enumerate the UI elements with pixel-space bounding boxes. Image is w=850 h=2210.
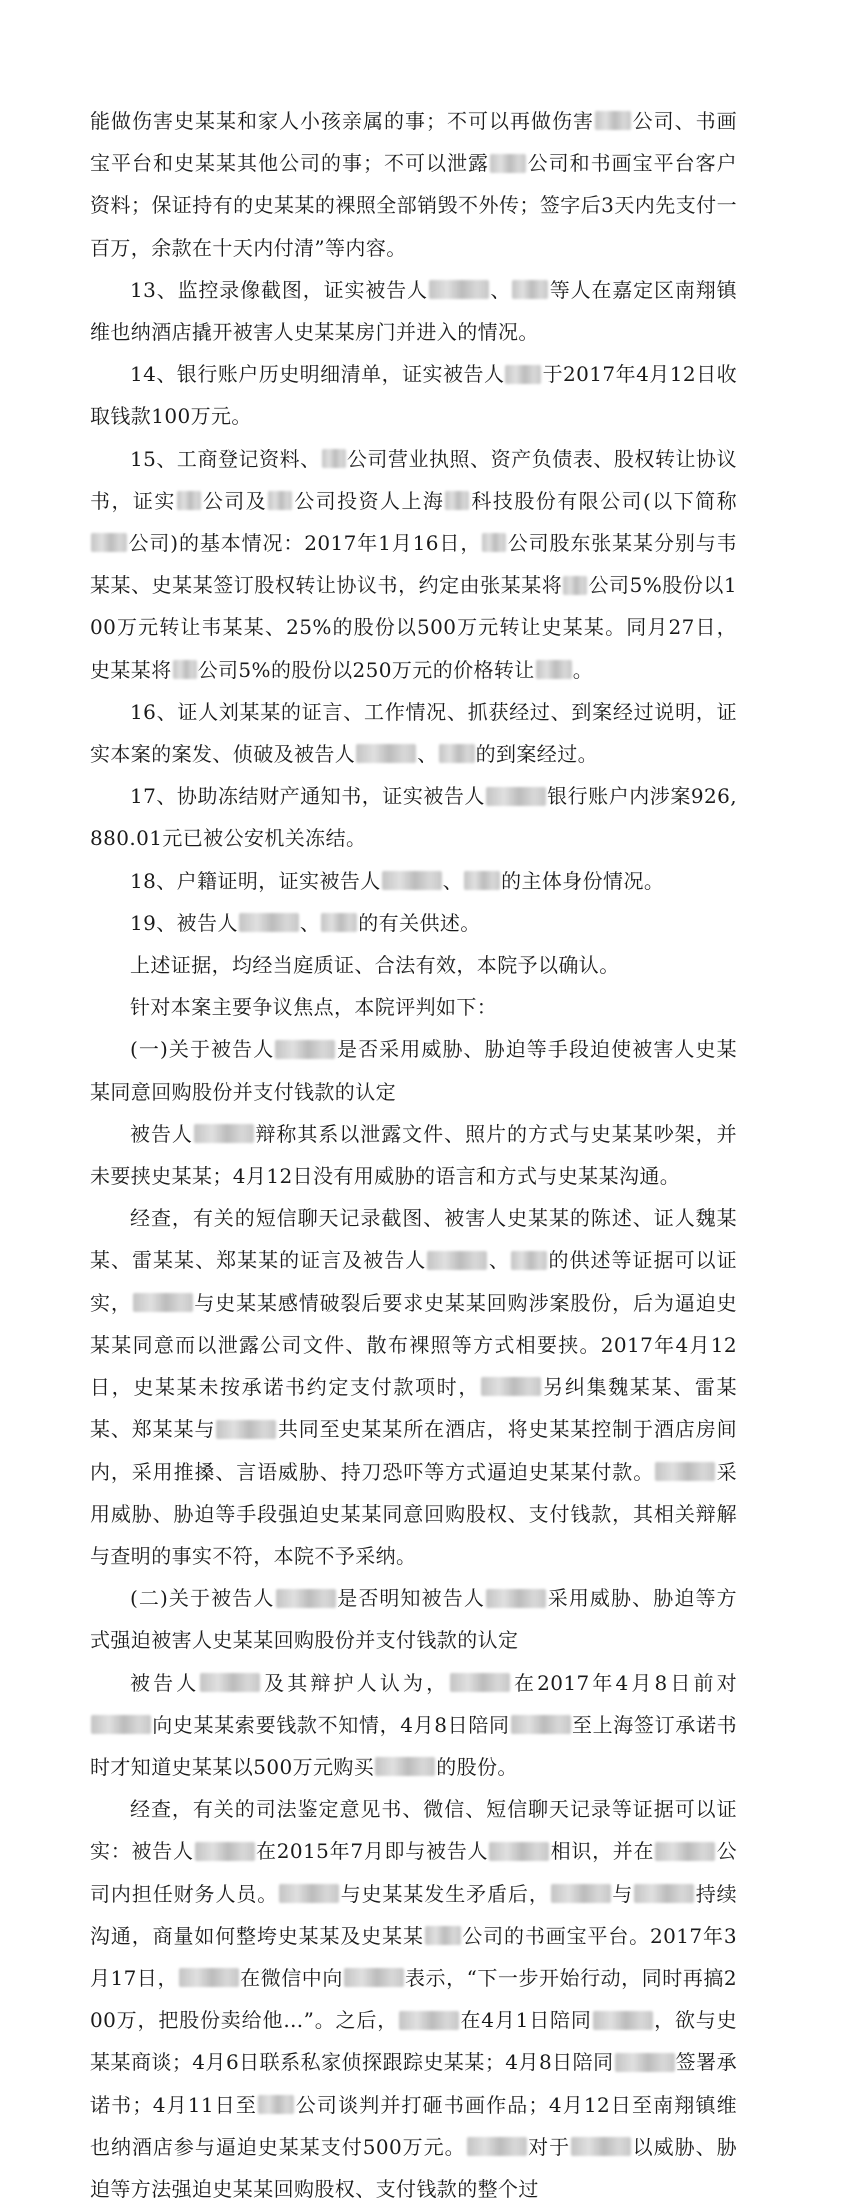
redacted-name	[173, 660, 197, 679]
redacted-name	[399, 2011, 459, 2030]
redacted-name	[490, 154, 526, 173]
redacted-name	[91, 533, 127, 552]
document-body	[90, 100, 737, 2210]
text-segment: 公司、书画宝平台和史某某其他公司的事；不可以泄露	[90, 109, 737, 176]
text-segment: (一)关于被告人	[130, 1037, 275, 1062]
text-segment: 的主体身份情况。	[501, 868, 665, 893]
redacted-name	[445, 491, 469, 510]
paragraph-p13	[90, 269, 737, 353]
paragraph-p_h1a	[90, 1113, 737, 1197]
redacted-name	[563, 576, 587, 595]
redacted-name	[133, 1293, 193, 1312]
redacted-name	[321, 913, 357, 932]
redacted-name	[595, 111, 631, 130]
redacted-name	[489, 1842, 549, 1861]
redacted-name	[279, 1884, 339, 1903]
text-segment: 在4月1日陪同	[460, 2008, 592, 2033]
redacted-name	[177, 491, 201, 510]
text-segment: 是否采用威胁、胁迫等手段迫使被害人史某某同意回购股份并支付钱款的认定	[90, 1037, 737, 1104]
text-segment: 15、工商登记资料、	[130, 446, 321, 471]
text-segment: 采用威胁、胁迫等手段强迫史某某同意回购股权、支付钱款，其相关辩解与查明的事实不符，本院不予采纳。	[90, 1459, 737, 1568]
text-segment: 共同至史某某所在酒店，将史某某控制于酒店房间内，采用推搡、言语威胁、持刀恐吓等方式逼迫史某某付款。	[90, 1417, 737, 1484]
redacted-name	[268, 491, 292, 510]
redacted-name	[276, 1589, 336, 1608]
text-segment: 针对本案主要争议焦点，本院评判如下：	[130, 995, 498, 1020]
text-segment: 经查，有关的司法鉴定意见书、微信、短信聊天记录等证据可以证实：被告人	[90, 1797, 737, 1864]
text-segment: 与	[611, 1881, 634, 1906]
redacted-name	[200, 1673, 260, 1692]
text-segment: 、	[442, 868, 464, 893]
text-segment: 18、户籍证明，证实被告人	[130, 868, 381, 893]
text-segment: 公司5%的股份以250万元的价格转让	[197, 657, 535, 682]
text-segment: 公司)的基本情况：2017年1月16日，	[128, 531, 482, 556]
paragraph-p16	[90, 691, 737, 775]
redacted-name	[356, 744, 416, 763]
redacted-name	[375, 1757, 435, 1776]
paragraph-p_h2b	[90, 1788, 737, 2210]
text-segment: 的供述等证据可以证实，	[90, 1248, 738, 1315]
redacted-name	[322, 449, 346, 468]
paragraph-p_h1b	[90, 1197, 737, 1577]
redacted-name	[258, 2095, 294, 2114]
redacted-name	[382, 871, 442, 890]
redacted-name	[615, 2053, 675, 2072]
text-segment: 相识，并在	[550, 1839, 655, 1864]
paragraph-p15	[90, 438, 737, 691]
text-segment: 公司内担任财务人员。	[90, 1839, 738, 1906]
redacted-name	[179, 1968, 239, 1987]
redacted-name	[571, 2137, 631, 2156]
text-segment: 能做伤害史某某和家人小孩亲属的事；不可以再做伤害	[90, 109, 594, 133]
paragraph-p17	[90, 775, 737, 859]
text-segment: 、	[299, 910, 321, 935]
text-segment: 公司的书画宝平台。2017年3月17日，	[90, 1923, 737, 1990]
text-segment: 公司5%股份以100万元转让韦某某、25%的股份以500万元转让史某某。同月27日，史某某将	[90, 573, 737, 682]
text-segment: 另纠集魏某某、雷某某、郑某某与	[90, 1375, 737, 1442]
text-segment: 表示，“下一步开始行动，同时再搞200万，把股份卖给他…”。之后，	[90, 1965, 737, 2033]
redacted-name	[482, 533, 506, 552]
redacted-name	[425, 1926, 461, 1945]
redacted-name	[344, 1968, 404, 1987]
text-segment: 13、监控录像截图，证实被告人	[130, 277, 428, 302]
redacted-name	[634, 1884, 694, 1903]
redacted-name	[464, 871, 500, 890]
redacted-name	[486, 787, 546, 806]
paragraph-p19	[90, 902, 737, 944]
text-segment: 17、协助冻结财产通知书，证实被告人	[130, 784, 485, 809]
text-segment: 签署承诺书；4月11日至	[90, 2050, 738, 2117]
paragraph-p14	[90, 353, 737, 437]
text-segment: 对于	[527, 2134, 571, 2159]
text-segment: 公司投资人上海	[293, 488, 445, 513]
text-segment: 公司和书画宝平台客户资料；保证持有的史某某的裸照全部销毁不外传；签字后3天内先支付一百万，余款在十天内付清”等内容。	[90, 151, 737, 260]
text-segment: 的有关供述。	[358, 910, 481, 935]
redacted-name	[511, 1251, 547, 1270]
text-segment: 于2017年4月12日收取钱款100万元。	[90, 362, 737, 429]
paragraph-p_h2a	[90, 1662, 737, 1789]
redacted-name	[481, 1377, 541, 1396]
paragraph-p_h2	[90, 1577, 737, 1661]
paragraph-p_h1	[90, 1028, 737, 1112]
text-segment: 在2017年4月8日前对	[511, 1670, 737, 1695]
redacted-name	[429, 280, 489, 299]
redacted-name	[195, 1842, 255, 1861]
redacted-name	[511, 1715, 571, 1734]
text-segment: 等人在嘉定区南翔镇维也纳酒店撬开被害人史某某房门并进入的情况。	[90, 277, 738, 345]
redacted-name	[551, 1884, 611, 1903]
text-segment: ，欲与史某某商谈；4月6日联系私家侦探跟踪史某某；4月8日陪同	[90, 2008, 737, 2075]
text-segment: 、	[417, 742, 438, 767]
text-segment: 16、证人刘某某的证言、工作情况、抓获经过、到案经过说明，证实本案的案发、侦破及被告人	[90, 699, 737, 767]
redacted-name	[275, 1040, 335, 1059]
redacted-name	[194, 1124, 254, 1143]
redacted-name	[439, 744, 475, 763]
text-segment: 科技股份有限公司(以下简称	[470, 488, 737, 513]
redacted-name	[91, 1715, 151, 1734]
text-segment: 及其辩护人认为，	[261, 1670, 450, 1695]
text-segment: 。	[572, 657, 594, 682]
text-segment: 公司及	[201, 488, 268, 513]
text-segment: 至上海签订承诺书时才知道史某某以500万元购买	[90, 1712, 738, 1779]
redacted-name	[450, 1673, 510, 1692]
text-segment: 以威胁、胁迫等方法强迫史某某回购股权、支付钱款的整个过	[90, 2134, 737, 2201]
text-segment: 持续沟通，商量如何整垮史某某及史某某	[90, 1881, 738, 1948]
redacted-name	[467, 2137, 527, 2156]
text-segment: 采用威胁、胁迫等方式强迫被害人史某某回购股份并支付钱款的认定	[90, 1586, 737, 1653]
paragraph-p18	[90, 860, 737, 902]
redacted-name	[505, 365, 541, 384]
redacted-name	[536, 660, 572, 679]
text-segment: 的股份。	[436, 1754, 518, 1779]
text-segment: 在2015年7月即与被告人	[255, 1839, 489, 1864]
text-segment: 在微信中向	[240, 1965, 343, 1990]
redacted-name	[216, 1420, 276, 1439]
text-segment: 公司谈判并打砸书画作品；4月12日至南翔镇维也纳酒店参与逼迫史某某支付500万元。	[90, 2092, 737, 2159]
text-segment: 银行账户内涉案926,880.01元已被公安机关冻结。	[90, 784, 737, 851]
redacted-name	[427, 1251, 487, 1270]
text-segment: 公司营业执照、资产负债表、股权转让协议书，证实	[90, 446, 737, 513]
text-segment: 是否明知被告人	[336, 1586, 485, 1611]
text-segment: 向史某某索要钱款不知情，4月8日陪同	[152, 1712, 510, 1737]
paragraph-p_cont	[90, 100, 737, 269]
paragraph-p_focus	[90, 986, 737, 1028]
text-segment: 的到案经过。	[475, 742, 599, 767]
text-segment: 经查，有关的短信聊天记录截图、被害人史某某的陈述、证人魏某某、雷某某、郑某某的证言及被告人	[90, 1206, 737, 1273]
redacted-name	[239, 913, 299, 932]
text-segment: 上述证据，均经当庭质证、合法有效，本院予以确认。	[130, 953, 620, 978]
text-segment: 公司股东张某某分别与韦某某、史某某签订股权转让协议书，约定由张某某将	[90, 531, 738, 598]
text-segment: 、	[489, 277, 512, 302]
text-segment: 、	[488, 1248, 510, 1273]
text-segment: (二)关于被告人	[130, 1586, 275, 1611]
paragraph-p_evid	[90, 944, 737, 986]
redacted-name	[655, 1842, 715, 1861]
text-segment: 与史某某感情破裂后要求史某某回购涉案股份，后为逼迫史某某同意而以泄露公司文件、散布裸照等方式相要挟。2017年4月12日，史某某未按承诺书约定支付款项时，	[90, 1290, 737, 1400]
text-segment: 辩称其系以泄露文件、照片的方式与史某某吵架，并未要挟史某某；4月12日没有用威胁的语言和方式与史某某沟通。	[90, 1121, 737, 1189]
text-segment: 14、银行账户历史明细清单，证实被告人	[130, 362, 505, 387]
redacted-name	[655, 1462, 715, 1481]
redacted-name	[512, 280, 548, 299]
redacted-name	[593, 2011, 653, 2030]
text-segment: 19、被告人	[130, 910, 238, 935]
text-segment: 被告人	[130, 1121, 193, 1146]
text-segment: 与史某某发生矛盾后，	[340, 1881, 550, 1906]
redacted-name	[486, 1589, 546, 1608]
text-segment: 被告人	[130, 1670, 200, 1695]
